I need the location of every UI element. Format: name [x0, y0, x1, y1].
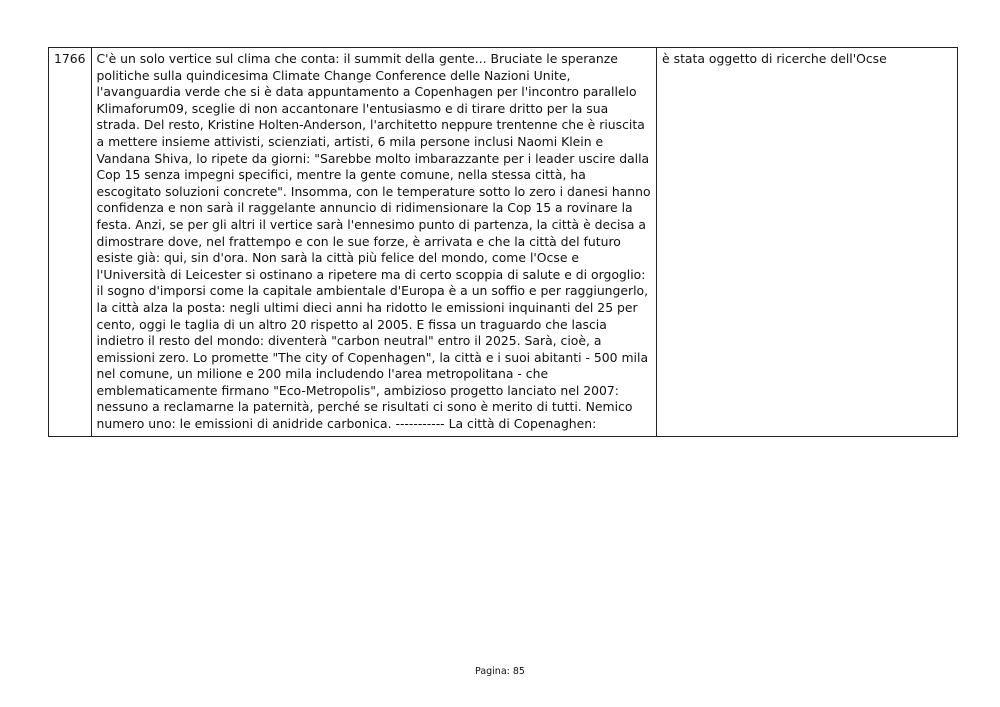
row-id-cell: 1766 — [49, 48, 92, 437]
table-row — [49, 48, 958, 437]
document-table — [48, 47, 958, 437]
row-text-cell: C'è un solo vertice sul clima che conta: il summit della gente... Bruciate le speranze politiche sulla quindicesima Climate Change Conference delle Nazioni Unite, l'avanguardia verde che si è data appuntamento a Copenhagen per l'incontro parallelo Klimaforum09, sceglie di non accantonare l'entusiasmo e di tirare dritto per la sua strada. Del resto, Kristine Holten-Anderson, l'architetto neppure trentenne che è riuscita a mettere insieme attivisti, scienziati, artisti, 6 mila persone inclusi Naomi Klein e Vandana Shiva, lo ripete da giorni: "Sarebbe molto imbarazzante per i leader uscire dalla Cop 15 senza impegni specifici, mentre la gente comune, nella stessa città, ha escogitato soluzioni concrete". Insomma, con le temperature sotto lo zero i danesi hanno confidenza e non sarà il raggelante annuncio di ridimensionare la Cop 15 a rovinare la festa. Anzi, se per gli altri il vertice sarà l'ennesimo punto di partenza, la città è decisa a dimostrare dove, nel frattempo e con le sue forze, è arrivata e che la città del futuro esiste già: qui, sin d'ora. Non sarà la città più felice del mondo, come l'Ocse e l'Università di Leicester si ostinano a ripetere ma di certo scoppia di salute e di orgoglio: il sogno d'imporsi come la capitale ambientale d'Europa è a un soffio e per raggiungerlo, la città alza la posta: negli ultimi dieci anni ha ridotto le emissioni inquinanti del 25 per cento, oggi le taglia di un altro 20 rispetto al 2005. E fissa un traguardo che lascia indietro il resto del mondo: diventerà "carbon neutral" entro il 2025. Sarà, cioè, a emissioni zero. Lo promette "The city of Copenhagen", la città e i suoi abitanti - 500 mila nel comune, un milione e 200 mila includendo l'area metropolitana - che emblematicamente firmano "Eco-Metropolis", ambizioso progetto lanciato nel 2007: nessuno a reclamarne la paternità, perché se risultati ci sono è merito di tutti. Nemico numero uno: le emissioni di anidride carbonica. ----------- La città di Copenaghen: — [91, 48, 657, 437]
page-number: Pagina: 85 — [475, 666, 525, 677]
row-note-cell: è stata oggetto di ricerche dell'Ocse — [657, 48, 958, 437]
